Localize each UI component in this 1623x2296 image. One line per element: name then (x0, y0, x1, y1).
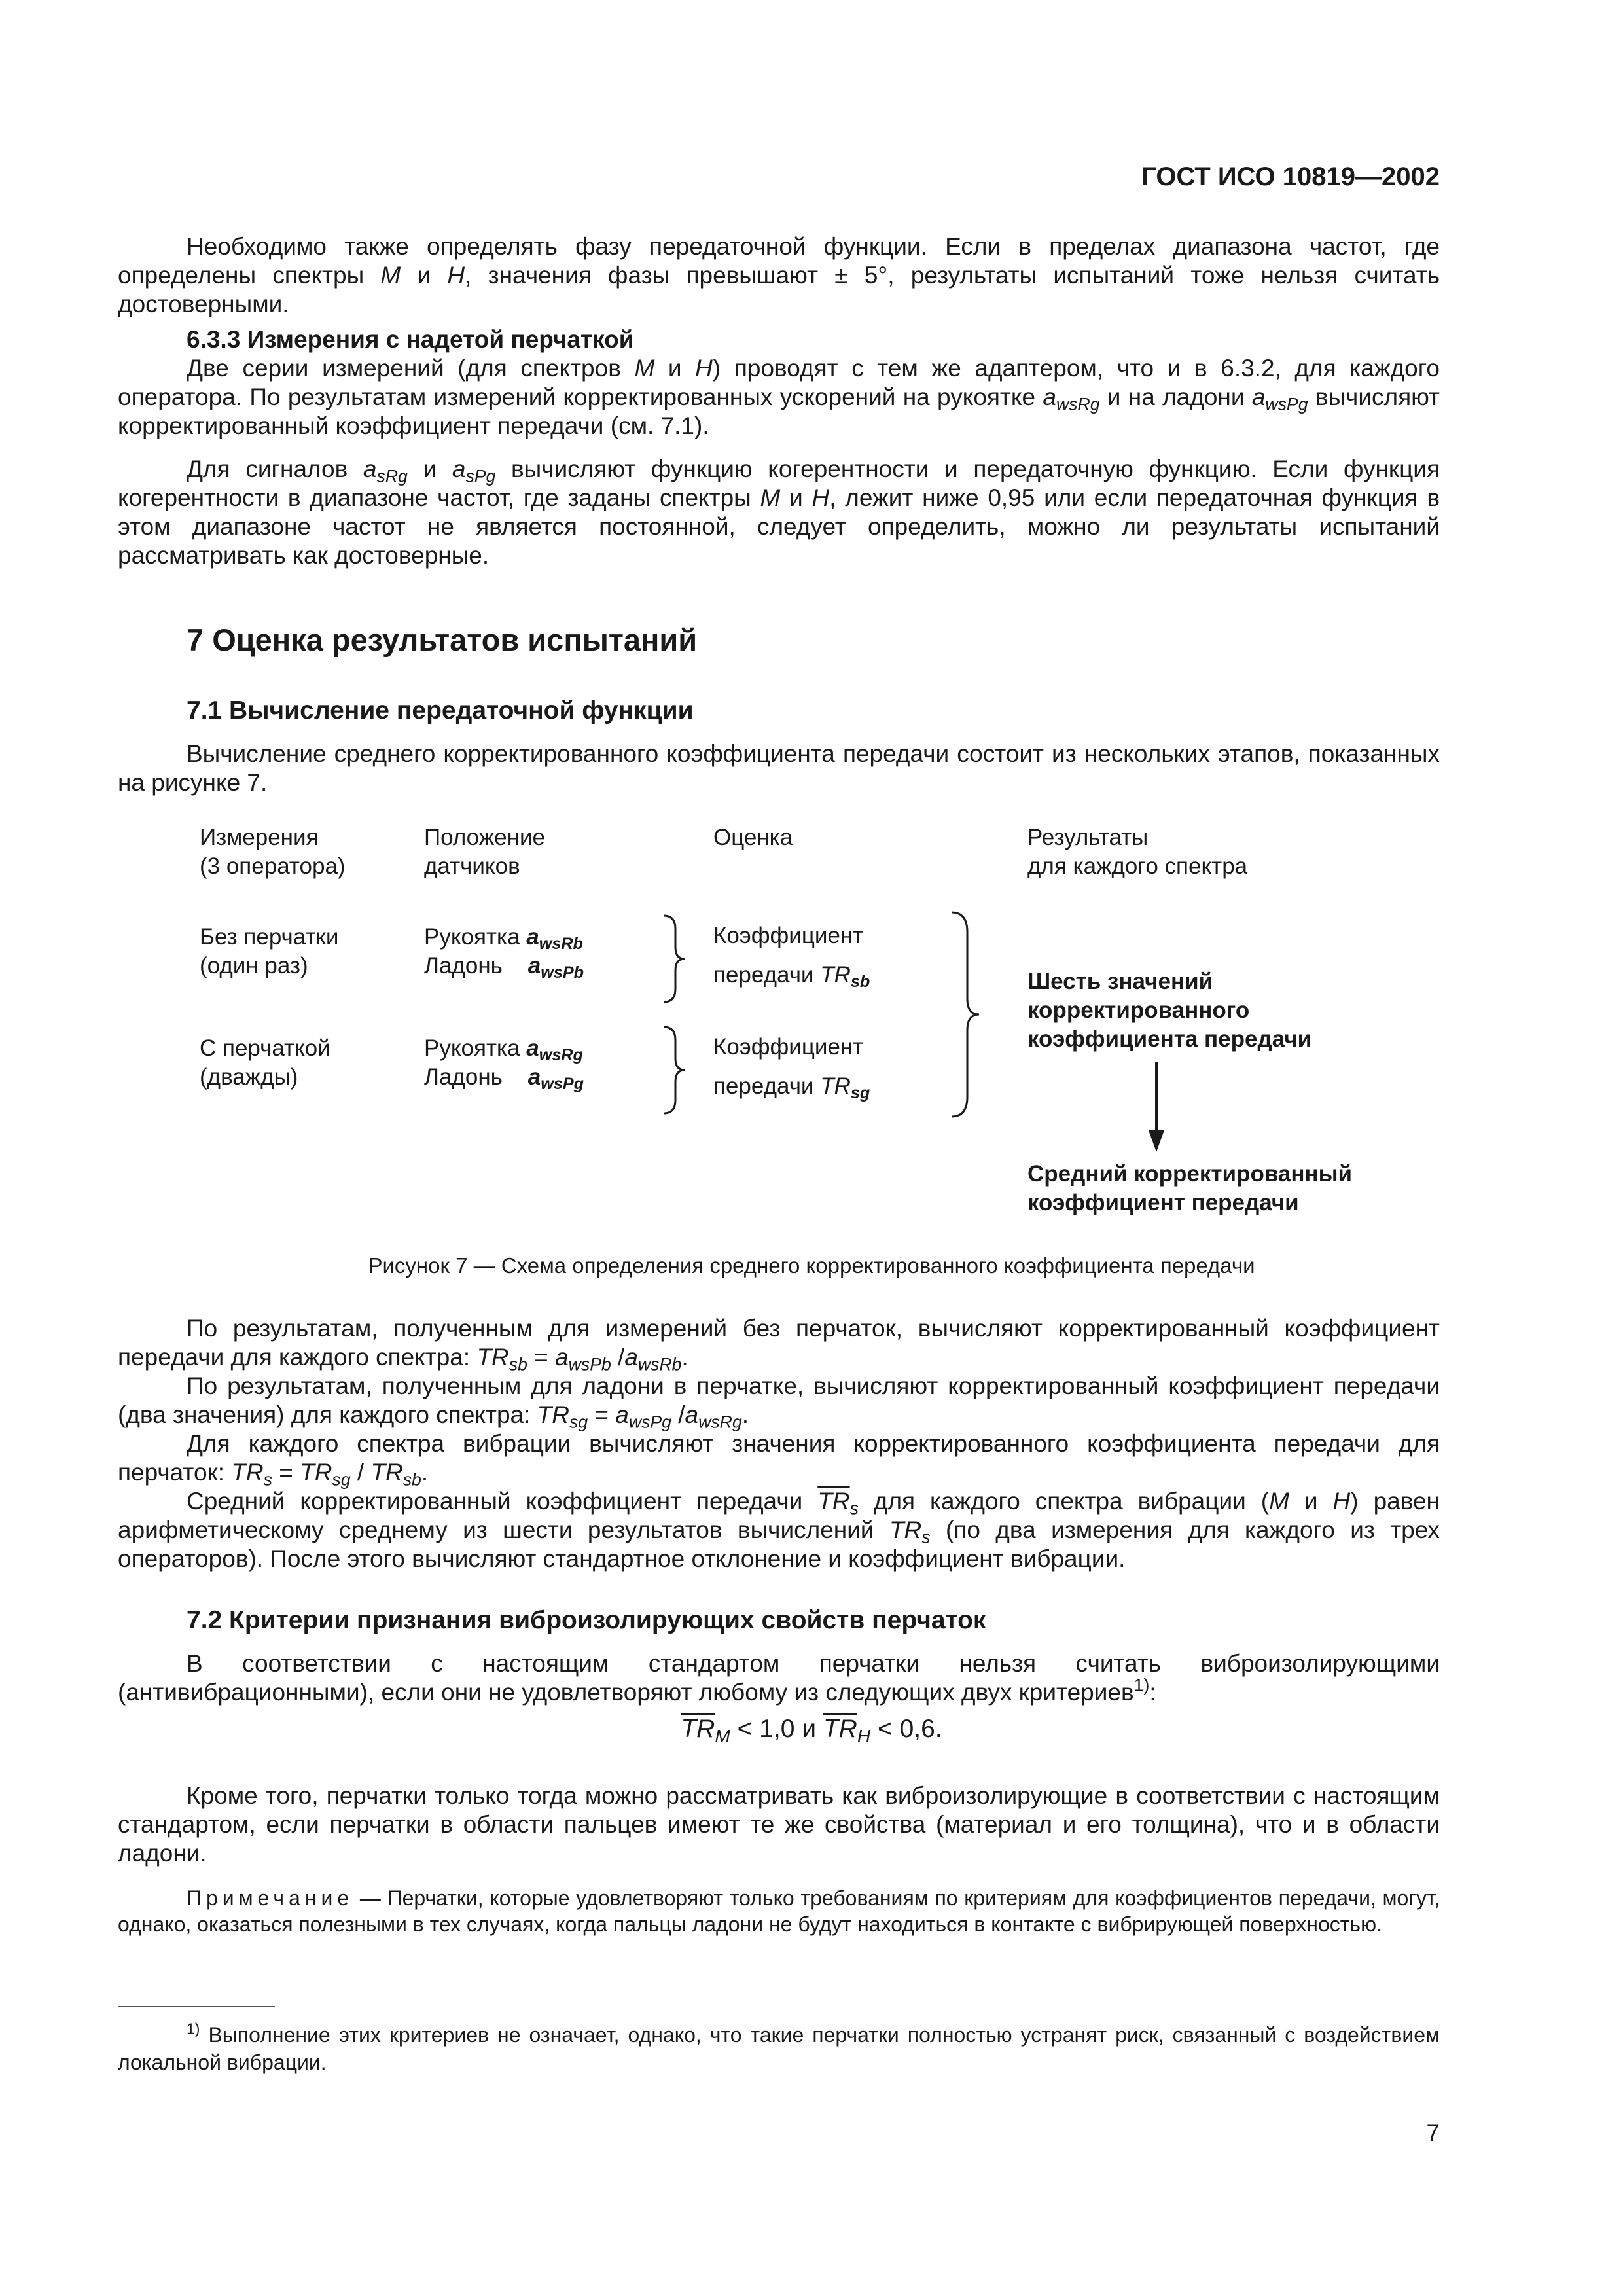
section-7-heading: 7 Оценка результатов испытаний (187, 622, 698, 657)
paragraph-trsg: По результатам, полученным для ладони в перчатке, вычисляют корректированный коэффициент передачи (два значения) для каждого спектра: $TR_{sg} = a_{wsPg}$ $/a_{wsRg}$. (118, 1372, 1440, 1432)
diagram-mean-result: Средний корректированный коэффициент передачи (1027, 1161, 1353, 1215)
brace-row1 (661, 913, 687, 1005)
note-label: Примечание (187, 1886, 354, 1910)
diagram-col1-header: Измерения (3 оператора) (200, 825, 346, 879)
diagram-row2-estimate: Коэффициент передачи $TR_{sg}$ (713, 1034, 870, 1103)
page-number: 7 (1426, 2119, 1440, 2146)
diagram-row2-label: С перчаткой (дважды) (200, 1035, 330, 1090)
footnote-separator (118, 2006, 275, 2007)
diagram-row2-sensors: Рукоятка $a_{wsRg}$ Ладонь $a_{wsPg}$ (424, 1035, 584, 1094)
section-6-3-3-paragraph-2: Для сигналов $a_{sRg}$ и $a_{sPg}$ вычисляют функцию когерентности и передаточную функцию. Если функция когерентности в диапазоне частот, где заданы спектры M и H, лежит ниже 0,95 или если передаточная функция в этом диапазоне частот не является постоянной, следует определить, можно ли результаты испытаний рассматривать как достоверные. (118, 456, 1440, 569)
brace-combined (949, 910, 982, 1119)
diagram-row1-label: Без перчатки (один раз) (200, 924, 339, 978)
figure-7-caption: Рисунок 7 — Схема определения среднего корректированного коэффициента передачи (368, 1253, 1255, 1278)
section-7-1-heading: 7.1 Вычисление передаточной функции (187, 696, 694, 725)
diagram-six-values: Шесть значений корректированного коэффициента передачи (1027, 969, 1312, 1052)
intro-paragraph: Необходимо также определять фазу передаточной функции. Если в пределах диапазона частот, где определены спектры M и H, значения фазы превышают ± 5°, результаты испытаний тоже нельзя считать достоверными. (118, 233, 1440, 317)
diagram-col2-header: Положение датчиков (424, 825, 545, 879)
paragraph-trs: Для каждого спектра вибрации вычисляют значения корректированного коэффициента передачи для перчаток: $TR_s = TR_{sg} / TR_{sb}$. (118, 1430, 1440, 1490)
section-7-2-heading: 7.2 Критерии признания виброизолирующих свойств перчаток (187, 1606, 986, 1634)
note: Примечание — Перчатки, которые удовлетворяют только требованиям по критериям для коэффициентов передачи, могут, однако, оказаться полезными в тех случаях, когда пальцы ладони не будут находиться в контакте с вибрирующей поверхностью. (118, 1886, 1440, 1936)
section-6-3-3-heading: 6.3.3 Измерения с надетой перчаткой (187, 326, 634, 353)
diagram-row1-estimate: Коэффициент передачи $TR_{sb}$ (713, 923, 870, 992)
diagram-row1-sensors: Рукоятка $a_{wsRb}$ Ладонь $a_{wsPb}$ (424, 924, 584, 982)
diagram-col4-header: Результаты для каждого спектра (1027, 825, 1248, 879)
section-7-2-paragraph-1: В соответствии с настоящим стандартом перчатки нельзя считать виброизолирующими (антивибрационными), если они не удовлетворяют любому из следующих двух критериев$^{1)}$: (118, 1650, 1440, 1706)
document-code-header: ГОСТ ИСО 10819—2002 (1141, 162, 1440, 191)
diagram-col3-header: Оценка (713, 825, 793, 850)
criteria-formula: $\overline{TR}_M < 1,0$ и $\overline{TR}_H < 0,6$. (681, 1715, 942, 1746)
section-6-3-3-paragraph-1: Две серии измерений (для спектров M и H) проводят с тем же адаптером, что и в 6.3.2, для каждого оператора. По результатам измерений корректированных ускорений на рукоятке $a_{wsRg}$ и на ладони $a_{wsPg}$ вычисляют корректированный коэффициент передачи (см. 7.1). (118, 355, 1440, 439)
footnote: $^{1)}$ Выполнение этих критериев не означает, однако, что такие перчатки полностью устранят риск, связанный с воздействием локальной вибрации. (118, 2020, 1440, 2074)
section-7-1-paragraph: Вычисление среднего корректированного коэффициента передачи состоит из нескольких этапов, показанных на рисунке 7. (118, 740, 1440, 796)
paragraph-trsb: По результатам, полученным для измерений без перчаток, вычисляют корректированный коэффициент передачи для каждого спектра: $TR_{sb} = a_{wsPb}$ $/a_{wsRb}$. (118, 1315, 1440, 1374)
paragraph-mean-trs: Средний корректированный коэффициент передачи $\overline{TR}_s$ для каждого спектра вибрации (M и H) равен арифметическому среднему из шести результатов вычислений $TR_s$ (по два измерения для каждого из трех операторов). После этого вычисляют стандартное отклонение и коэффициент вибрации. (118, 1488, 1440, 1572)
arrow-down-icon (1147, 1062, 1166, 1153)
section-7-2-paragraph-2: Кроме того, перчатки только тогда можно рассматривать как виброизолирующие в соответствии с настоящим стандартом, если перчатки в области пальцев имеют те же свойства (материал и его толщина), что и в области ладони. (118, 1782, 1440, 1867)
brace-row2 (661, 1024, 687, 1116)
